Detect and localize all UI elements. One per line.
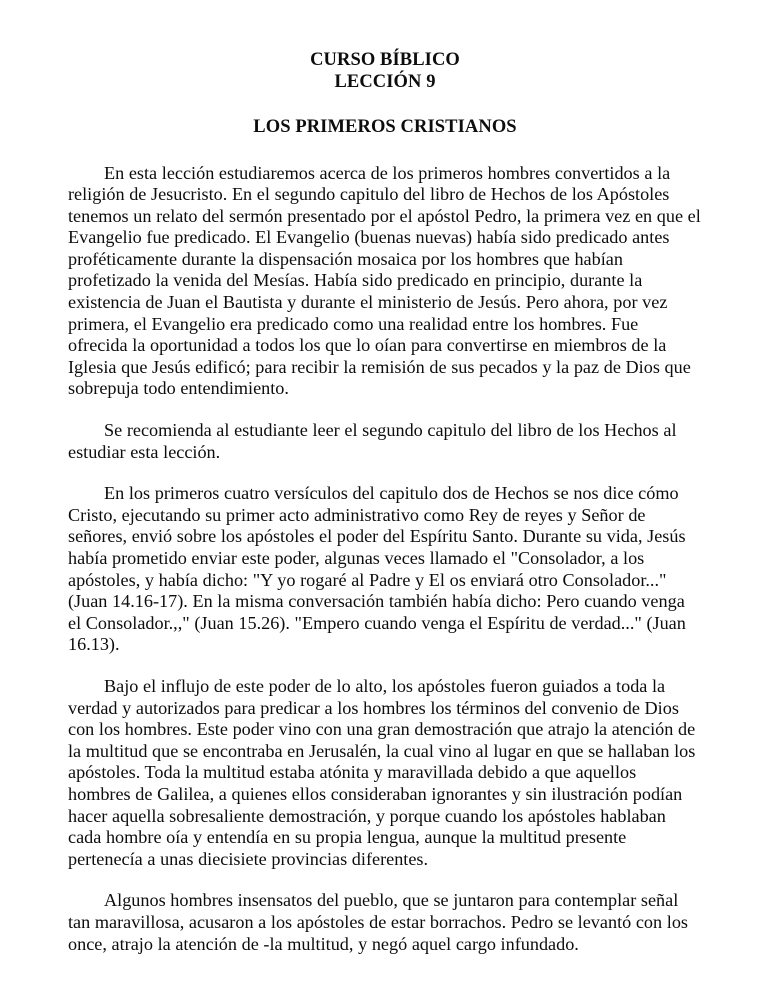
paragraph: En esta lección estudiaremos acerca de los primeros hombres convertidos a la religión de Jesucristo. En el segundo capitulo del libro de Hechos de los Apóstoles tenemos un relato del sermón presentado por el apóstol Pedro, la primera vez en que el Evangelio fue predicado. El Evangelio (buenas nuevas) había sido predicado antes proféticamente durante la dispensación mosaica por los hombres que habían profetizado la venida del Mesías. Había sido predicado en principio, durante la existencia de Juan el Bautista y durante el ministerio de Jesús. Pero ahora, por vez primera, el Evangelio era predicado como una realidad entre los hombres. Fue ofrecida la oportunidad a todos los que lo oían para convertirse en miembros de la Iglesia que Jesús edificó; para recibir la remisión de sus pecados y la paz de Dios que sobrepuja todo entendimiento. — [68, 162, 701, 399]
document-content — [68, 0, 702, 955]
paragraph: Algunos hombres insensatos del pueblo, que se juntaron para contemplar señal tan maravillosa, acusaron a los apóstoles de estar borrachos. Pedro se levantó con los once, atrajo la atención de -la multitud, y negó aquel cargo infundado. — [68, 890, 688, 954]
paragraph: Bajo el influjo de este poder de lo alto, los apóstoles fueron guiados a toda la verdad y autorizados para predicar a los hombres los términos del convenio de Dios con los hombres. Este poder vino con una gran demostración que atrajo la atención de la multitud que se encontraba en Jerusalén, la cual vino al lugar en que se hallaban los apóstoles. Toda la multitud estaba atónita y maravillada debido a que aquellos hombres de Galilea, a quienes ellos consideraban ignorantes y sin ilustración podían hacer aquella sobresaliente demostración, y porque cuando los apóstoles hablaban cada hombre oía y entendía en su propia lengua, aunque la multitud presente pertenecía a unas diecisiete provincias diferentes. — [68, 675, 696, 869]
course-title: CURSO BÍBLICO — [310, 50, 460, 70]
document-title-block — [68, 0, 702, 93]
paragraph: Se recomienda al estudiante leer el segundo capitulo del libro de los Hechos al estudiar esta lección. — [68, 420, 677, 462]
paragraph: En los primeros cuatro versículos del capitulo dos de Hechos se nos dice cómo Cristo, ejecutando su primer acto administrativo como Rey de reyes y Señor de señores, envió sobre los apóstoles el poder del Espíritu Santo. Durante su vida, Jesús había prometido enviar este poder, algunas veces llamado el "Consolador, a los apóstoles, y había dicho: "Y yo rogaré al Padre y El os enviará otro Consolador..." (Juan 14.16-17). En la misma conversación también había dicho: Pero cuando venga el Consolador.,," (Juan 15.26). "Empero cuando venga el Espíritu de verdad..." (Juan 16.13). — [68, 483, 686, 655]
body-text — [68, 139, 702, 956]
subject-title: LOS PRIMEROS CRISTIANOS — [253, 117, 517, 137]
lesson-title: LECCIÓN 9 — [334, 71, 436, 92]
